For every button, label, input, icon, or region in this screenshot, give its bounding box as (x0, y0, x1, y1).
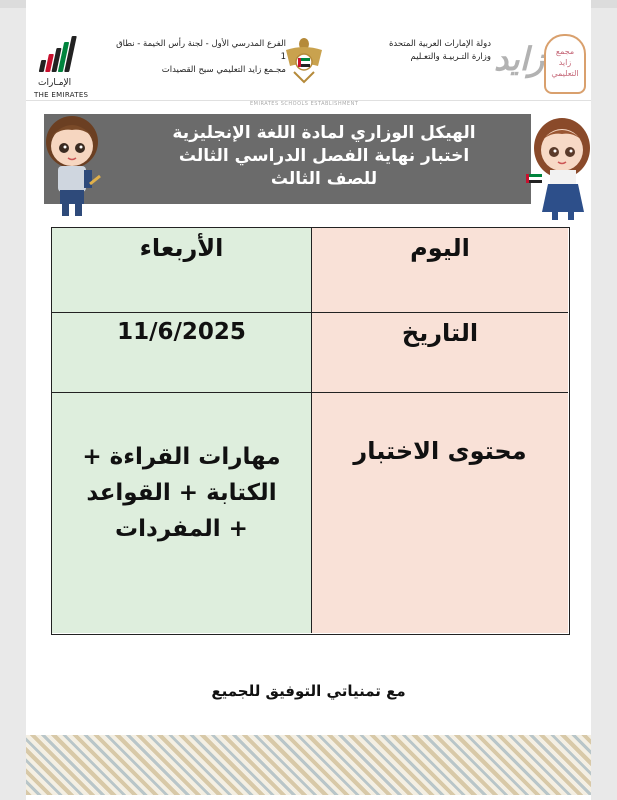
uae-emblem-icon (284, 36, 324, 84)
emirates-logo-english: THE EMIRATES (34, 91, 89, 99)
header-subtext: EMIRATES SCHOOLS ESTABLISHMENT (250, 101, 359, 107)
table-row-content-label (311, 393, 568, 633)
zayed-badge-line-1: مجمع (555, 47, 575, 56)
title-line-1: الهيكل الوزاري لمادة اللغة الإنجليزية (172, 123, 476, 143)
school-branch-text (116, 38, 286, 77)
document-header (26, 26, 591, 110)
zayed-word: زايد (494, 40, 545, 78)
content-line-2: الكتابة + القواعد (86, 480, 277, 506)
ministry-line-2: وزارة التـربيـة والتعـليم (410, 52, 491, 62)
emirates-logo (34, 34, 94, 104)
table-row-date-label (311, 313, 568, 393)
day-label: اليوم (410, 234, 470, 262)
table-row-content-value (52, 393, 311, 633)
title-band (44, 114, 531, 204)
content-line-3: + المفردات (115, 516, 248, 542)
table-row-day-label (311, 228, 568, 313)
date-value: 11/6/2025 (117, 319, 246, 345)
emirates-logo-arabic: الإمـارات (38, 78, 72, 88)
ministry-text (326, 38, 491, 64)
content-label: محتوى الاختبار (353, 437, 527, 465)
content-line-1: مهارات القراءة + (82, 444, 281, 470)
document-title (144, 122, 504, 191)
content-value (52, 439, 311, 547)
decorative-border (26, 735, 591, 795)
title-line-3: للصف الثالث (270, 169, 378, 189)
title-line-2: اختبار نهاية الفصل الدراسي الثالث (178, 146, 470, 166)
zayed-badge (544, 34, 586, 94)
boy-character-illustration (40, 110, 106, 220)
day-value: الأربعاء (139, 234, 224, 262)
table-row-day-value (52, 228, 311, 313)
date-label: التاريخ (401, 319, 479, 347)
girl-character-illustration (526, 112, 594, 220)
table-row-date-value (52, 313, 311, 393)
footer-wishes: مع تمنياتي التوفيق للجميع (211, 682, 406, 700)
branch-line-1: الفرع المدرسي الأول - لجنة رأس الخيمة - نطاق 1 (116, 39, 286, 62)
zayed-badge-line-3: التعليمي (551, 69, 579, 78)
branch-line-2: مجـمع زايد التعليمي سيح القصيدات (161, 65, 286, 75)
zayed-complex-logo (494, 26, 592, 102)
zayed-badge-line-2: زايد (558, 58, 572, 67)
ministry-line-1: دولة الإمارات العربية المتحدة (388, 39, 491, 49)
exam-info-table (51, 227, 570, 635)
